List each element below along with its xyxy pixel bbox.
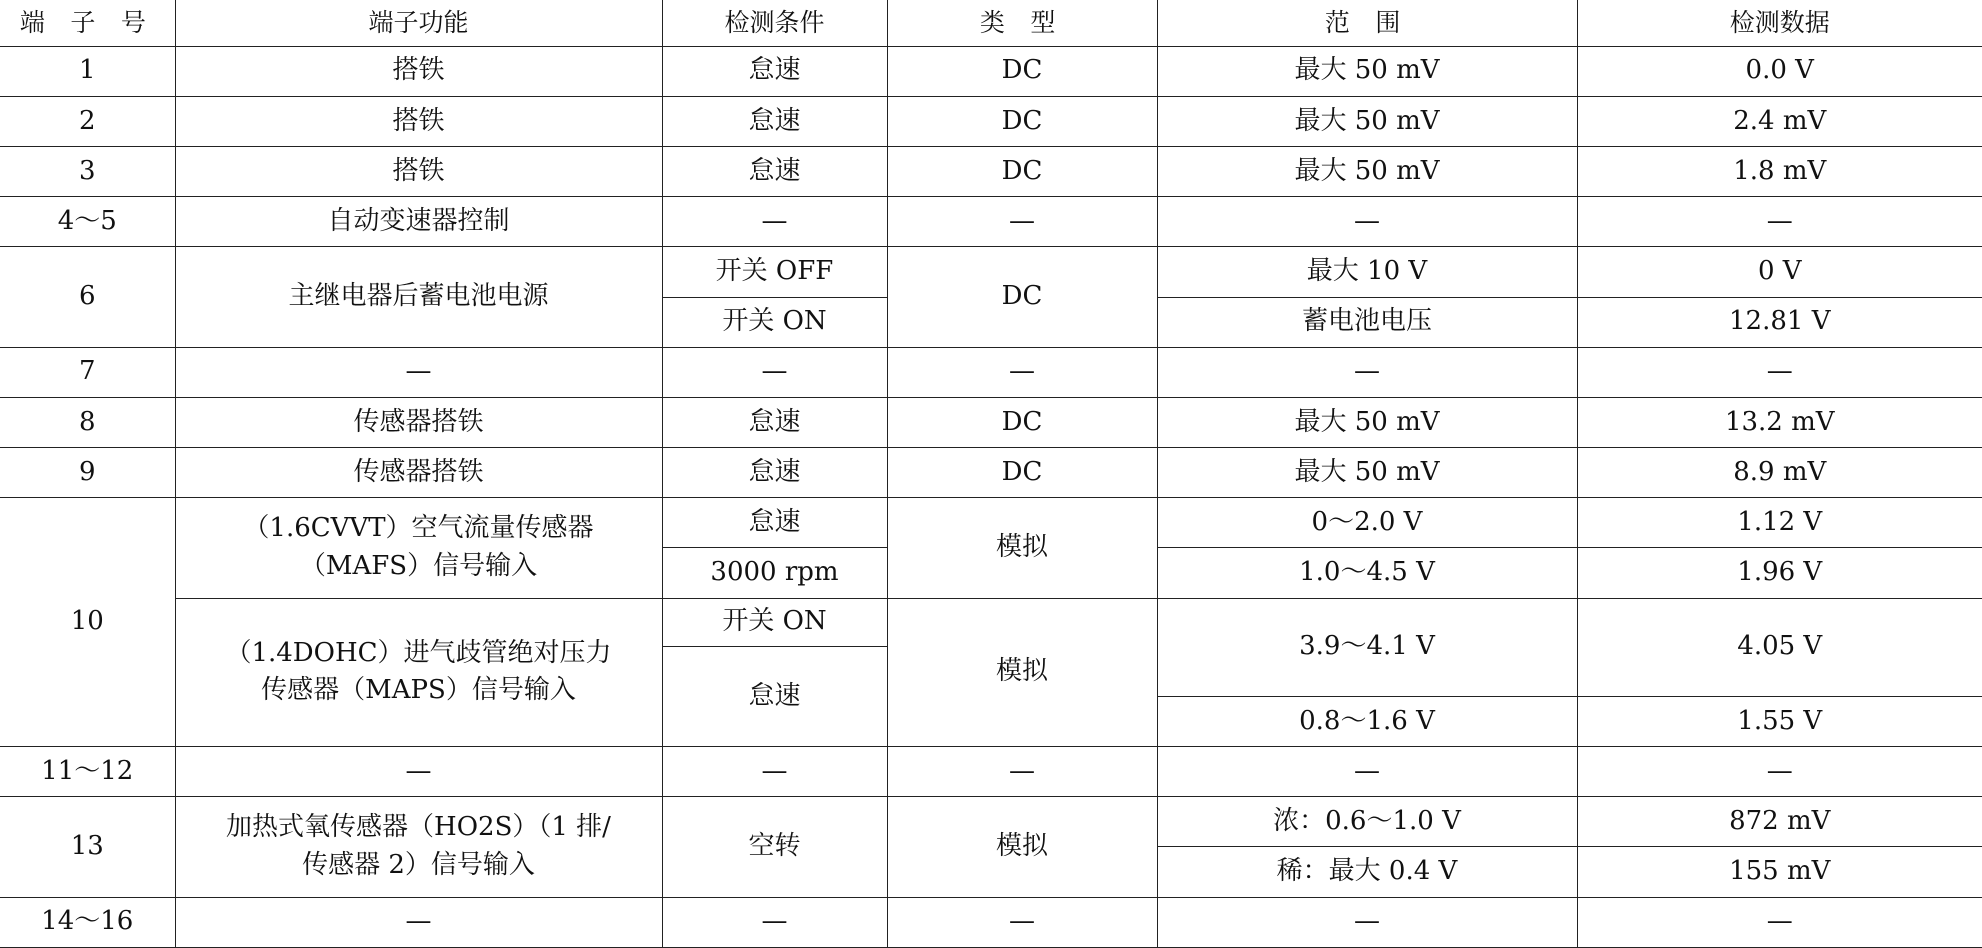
condition-cell: — <box>662 197 887 247</box>
table-row <box>0 347 1982 397</box>
table-row <box>0 247 1982 297</box>
terminal-cell: 1 <box>0 46 175 96</box>
range-cell: — <box>1157 347 1577 397</box>
table-row <box>0 897 1982 947</box>
data-cell: — <box>1577 197 1982 247</box>
function-line: （1.6CVVT）空气流量传感器 <box>243 513 594 544</box>
data-cell: 1.12 V <box>1577 498 1982 548</box>
table-row <box>0 96 1982 146</box>
data-cell: 1.55 V <box>1577 696 1982 746</box>
type-cell: DC <box>887 448 1157 498</box>
condition-cell: 怠速 <box>662 448 887 498</box>
header-terminal-no: 端 子 号 <box>0 0 175 46</box>
range-cell: 3.9～4.1 V <box>1157 598 1577 696</box>
condition-cell: 怠速 <box>662 646 887 746</box>
function-line: （MAFS）信号输入 <box>299 550 538 581</box>
type-cell: 模拟 <box>887 498 1157 598</box>
condition-cell: — <box>662 347 887 397</box>
function-cell: — <box>175 347 662 397</box>
type-cell: DC <box>887 247 1157 347</box>
terminal-cell: 6 <box>0 247 175 347</box>
terminal-cell: 9 <box>0 448 175 498</box>
function-cell: 传感器搭铁 <box>175 448 662 498</box>
header-type: 类 型 <box>887 0 1157 46</box>
condition-cell: 开关 ON <box>662 297 887 347</box>
data-cell: 872 mV <box>1577 797 1982 847</box>
function-line: 传感器 2）信号输入 <box>302 849 535 880</box>
function-cell: — <box>175 747 662 797</box>
function-line: 传感器（MAPS）信号输入 <box>261 675 576 706</box>
range-cell: 0～2.0 V <box>1157 498 1577 548</box>
data-cell: 0.0 V <box>1577 46 1982 96</box>
header-function: 端子功能 <box>175 0 662 46</box>
data-cell: 155 mV <box>1577 847 1982 897</box>
condition-cell: 怠速 <box>662 397 887 447</box>
type-cell: DC <box>887 397 1157 447</box>
condition-cell: 空转 <box>662 797 887 897</box>
terminal-cell: 3 <box>0 147 175 197</box>
range-cell: — <box>1157 747 1577 797</box>
range-cell: 1.0～4.5 V <box>1157 548 1577 598</box>
terminal-cell: 7 <box>0 347 175 397</box>
type-cell: DC <box>887 96 1157 146</box>
condition-cell: 怠速 <box>662 46 887 96</box>
range-cell: 最大 50 mV <box>1157 397 1577 447</box>
function-cell: 搭铁 <box>175 147 662 197</box>
data-cell: 1.8 mV <box>1577 147 1982 197</box>
condition-cell: 怠速 <box>662 96 887 146</box>
range-cell: 蓄电池电压 <box>1157 297 1577 347</box>
condition-cell: — <box>662 747 887 797</box>
range-cell: 最大 10 V <box>1157 247 1577 297</box>
data-cell: — <box>1577 747 1982 797</box>
function-cell: 搭铁 <box>175 96 662 146</box>
condition-cell: — <box>662 897 887 947</box>
table-row <box>0 498 1982 548</box>
range-cell: 最大 50 mV <box>1157 147 1577 197</box>
type-cell: DC <box>887 147 1157 197</box>
header-data: 检测数据 <box>1577 0 1982 46</box>
type-cell: 模拟 <box>887 797 1157 897</box>
table-row <box>0 147 1982 197</box>
type-cell: DC <box>887 46 1157 96</box>
function-cell <box>175 498 662 598</box>
terminal-cell: 8 <box>0 397 175 447</box>
table-row <box>0 197 1982 247</box>
function-cell <box>175 797 662 897</box>
range-cell: — <box>1157 897 1577 947</box>
condition-cell: 开关 ON <box>662 598 887 646</box>
function-cell: 传感器搭铁 <box>175 397 662 447</box>
function-cell: — <box>175 897 662 947</box>
function-cell: 自动变速器控制 <box>175 197 662 247</box>
data-cell: 4.05 V <box>1577 598 1982 696</box>
table-row <box>0 397 1982 447</box>
range-cell: 最大 50 mV <box>1157 46 1577 96</box>
table-row <box>0 598 1982 646</box>
data-cell: — <box>1577 347 1982 397</box>
terminal-cell: 10 <box>0 498 175 747</box>
data-cell: 0 V <box>1577 247 1982 297</box>
data-cell: 13.2 mV <box>1577 397 1982 447</box>
terminal-cell: 13 <box>0 797 175 897</box>
function-cell: 主继电器后蓄电池电源 <box>175 247 662 347</box>
data-cell: 8.9 mV <box>1577 448 1982 498</box>
range-cell: 稀：最大 0.4 V <box>1157 847 1577 897</box>
type-cell: — <box>887 347 1157 397</box>
condition-cell: 3000 rpm <box>662 548 887 598</box>
condition-cell: 怠速 <box>662 498 887 548</box>
function-line: 加热式氧传感器（HO2S）（1 排/ <box>226 812 611 843</box>
table-header-row <box>0 0 1982 46</box>
function-cell: 搭铁 <box>175 46 662 96</box>
function-cell <box>175 598 662 747</box>
terminal-cell: 11～12 <box>0 747 175 797</box>
range-cell: 最大 50 mV <box>1157 96 1577 146</box>
table-row <box>0 448 1982 498</box>
terminal-cell: 14～16 <box>0 897 175 947</box>
header-range: 范 围 <box>1157 0 1577 46</box>
range-cell: 浓：0.6～1.0 V <box>1157 797 1577 847</box>
data-cell: 12.81 V <box>1577 297 1982 347</box>
type-cell: — <box>887 747 1157 797</box>
range-cell: 最大 50 mV <box>1157 448 1577 498</box>
data-cell: 2.4 mV <box>1577 96 1982 146</box>
terminal-cell: 4～5 <box>0 197 175 247</box>
table-row <box>0 46 1982 96</box>
table-row <box>0 797 1982 847</box>
condition-cell: 怠速 <box>662 147 887 197</box>
type-cell: — <box>887 197 1157 247</box>
data-cell: — <box>1577 897 1982 947</box>
header-condition: 检测条件 <box>662 0 887 46</box>
range-cell: — <box>1157 197 1577 247</box>
function-line: （1.4DOHC）进气歧管绝对压力 <box>225 637 612 668</box>
terminal-cell: 2 <box>0 96 175 146</box>
table-row <box>0 747 1982 797</box>
type-cell: — <box>887 897 1157 947</box>
data-cell: 1.96 V <box>1577 548 1982 598</box>
type-cell: 模拟 <box>887 598 1157 747</box>
condition-cell: 开关 OFF <box>662 247 887 297</box>
range-cell: 0.8～1.6 V <box>1157 696 1577 746</box>
